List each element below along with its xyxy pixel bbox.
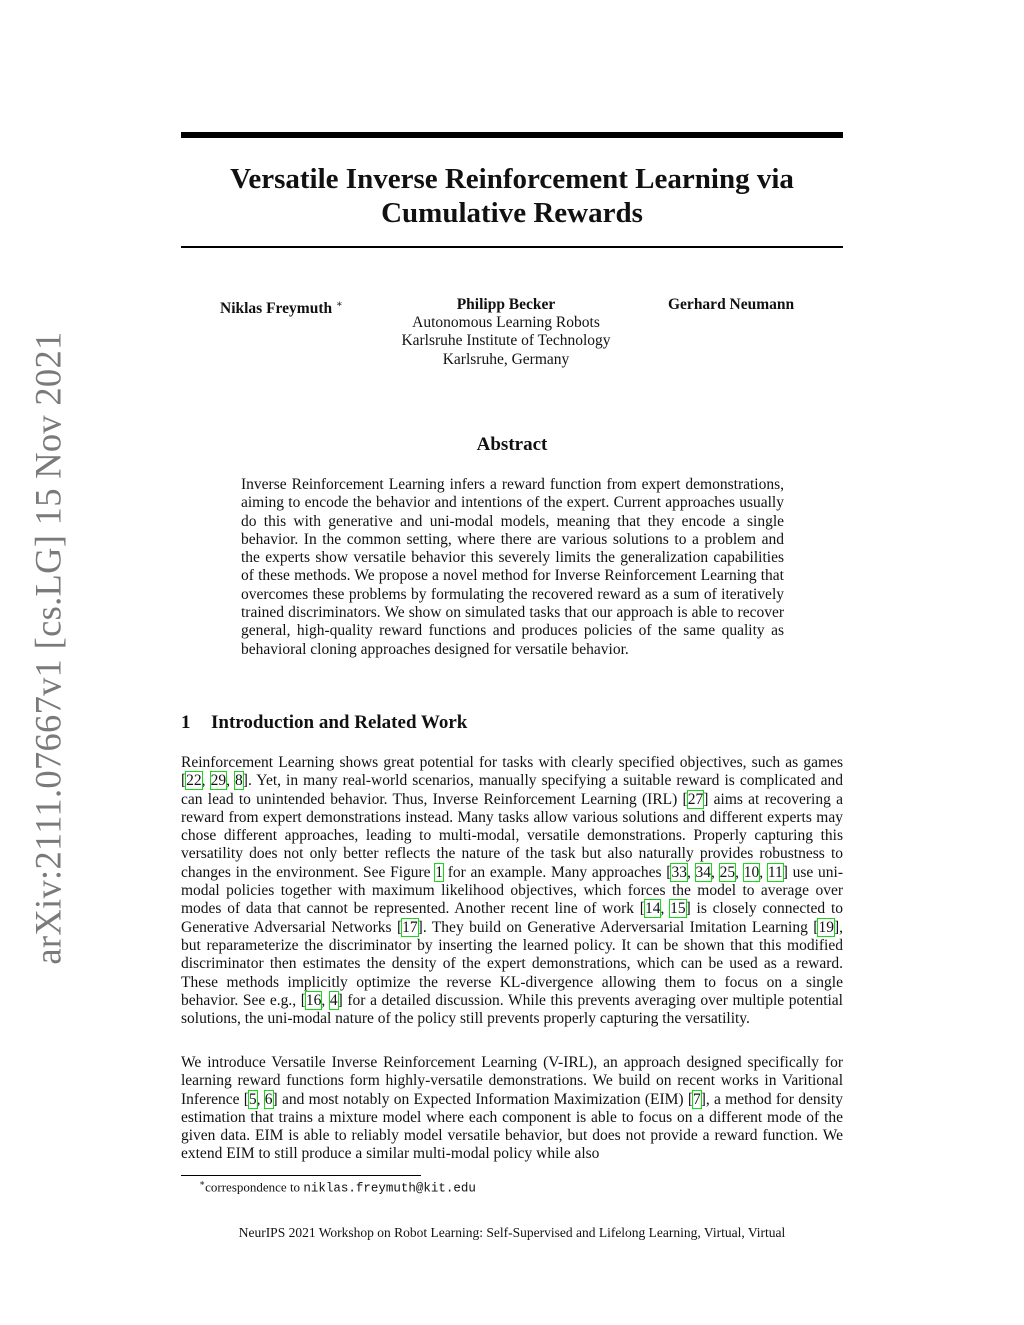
citation-link[interactable]: 16 <box>305 991 322 1009</box>
paragraph-text: ] for a detailed discussion. While this prevents averaging over multiple potential solutions, the uni-modal nature of the policy still prevents properly capturing the versatility. <box>181 991 843 1028</box>
intro-paragraph-1 <box>181 754 843 1028</box>
footnote-email-link[interactable]: niklas.freymuth@kit.edu <box>303 1181 476 1196</box>
citation-link[interactable]: 17 <box>402 918 418 936</box>
citation-link[interactable]: 11 <box>767 863 783 881</box>
affiliation-line: Autonomous Learning Robots <box>412 314 600 331</box>
affiliation <box>370 314 642 369</box>
paragraph-text: , <box>711 863 720 881</box>
citation-link[interactable]: 19 <box>818 918 834 936</box>
paragraph-text: , <box>201 772 211 790</box>
paragraph-text: Reinforcement Learning shows great potential for tasks with clearly specified objectives, such as games [ <box>181 754 843 790</box>
citation-link[interactable]: 4 <box>329 991 338 1009</box>
paragraph-text: , <box>321 991 330 1009</box>
arxiv-identifier: arXiv:2111.07667v1 [cs.LG] 15 Nov 2021 <box>27 331 69 965</box>
author-2-name: Philipp Becker <box>456 296 556 313</box>
intro-paragraph-2 <box>181 1054 843 1164</box>
paragraph-text: , <box>686 863 696 881</box>
paragraph-text: for an example. Many approaches [ <box>443 863 672 881</box>
citation-link[interactable]: 5 <box>248 1090 257 1108</box>
citation-link[interactable]: 15 <box>670 900 686 918</box>
venue-footer: NeurIPS 2021 Workshop on Robot Learning: Self-Supervised and Lifelong Learning, Virtual, Virtual <box>238 1225 786 1240</box>
abstract-text: Inverse Reinforcement Learning infers a reward function from expert demonstrations, aiming to encode the behavior and intentions of the expert. Current approaches usually do this with generative and uni-modal models, meaning that they encode a single behavior. In the common setting, where there are various solutions to a problem and the experts show versatile behavior this severely limits the generalization capabilities of these methods. We propose a novel method for Inverse Reinforcement Learning that overcomes these problems by formulating the recovered reward as a sum of iteratively trained discriminators. We show on simulated tasks that our approach is able to recover general, high-quality reward functions and produces policies of the same quality as behavioral cloning approaches designed for versatile behavior. <box>241 476 784 658</box>
citation-link[interactable]: 7 <box>693 1090 701 1108</box>
paragraph-text: ] use uni-modal policies together with maximum likelihood objectives, which forces the model to average over modes of data that cannot be represented. Another recent line of work [ <box>181 863 843 918</box>
citation-link[interactable]: 33 <box>671 863 687 881</box>
citation-link[interactable]: 6 <box>264 1090 273 1108</box>
paragraph-text: ]. They build on Generative Aderversarial Imitation Learning [ <box>417 918 819 936</box>
paragraph-text: ] is closely connected to Generative Adversarial Networks [ <box>181 900 843 936</box>
footnote <box>199 1178 476 1195</box>
citation-link[interactable]: 1 <box>435 863 444 881</box>
author-1-name: Niklas Freymuth <box>220 300 333 318</box>
paragraph-text: ]. Yet, in many real-world scenarios, manually specifying a suitable reward is complicated and can lead to unintended behavior. Thus, Inverse Reinforcement Learning (IRL) [ <box>181 772 844 808</box>
paragraph-text: ] aims at recovering a reward from expert demonstrations instead. Many tasks allow various solutions and different experts may chose different approaches, leading to multi-modal, versatile demonstrations. Properly capturing this versatility does not only better reflects the nature of the task but also naturally provides robustness to changes in the environment. See Figure <box>181 790 843 881</box>
section-heading <box>181 712 467 734</box>
paragraph-text: ], but reparameterize the discriminator by inserting the learned policy. It can be shown that this modified discriminator then estimates the density of the expert demonstrations, which can be used as a reward. These methods implicitly optimize the reverse KL-divergence allowing them to focus on a single behavior. See e.g., [ <box>181 918 843 1009</box>
citation-link[interactable]: 27 <box>687 790 704 808</box>
citation-link[interactable]: 14 <box>644 900 661 918</box>
affiliation-line: Karlsruhe, Germany <box>442 350 570 368</box>
author-1-footnote-mark[interactable]: ∗ <box>335 299 343 310</box>
citation-link[interactable]: 29 <box>210 772 227 790</box>
footnote-rule <box>181 1175 421 1176</box>
paper-title: Versatile Inverse Reinforcement Learning via Cumulative Rewards <box>230 163 794 229</box>
citation-link[interactable]: 8 <box>235 772 243 790</box>
citation-link[interactable]: 10 <box>743 863 760 881</box>
footnote-text: correspondence to <box>205 1179 304 1195</box>
author-1 <box>220 296 343 318</box>
paragraph-text: , <box>660 900 671 918</box>
section-title: Introduction and Related Work <box>211 712 468 733</box>
footnote-mark: ∗ <box>199 1178 206 1188</box>
citation-link[interactable]: 34 <box>695 863 712 881</box>
paragraph-text: ], a method for density estimation that trains a mixture model where each component is able to focus on a different mode of the given data. EIM is able to reliably model versatile behavior, but does not provide a reward function. We extend EIM to still produce a similar multi-modal policy while also <box>181 1090 843 1163</box>
paragraph-text: , <box>256 1090 265 1108</box>
paragraph-text: We introduce Versatile Inverse Reinforcement Learning (V-IRL), an approach designed specifically for learning reward functions form highly-versatile demonstrations. We build on recent works in Varitional Inference [ <box>181 1054 843 1108</box>
paragraph-text: , <box>735 863 744 881</box>
section-number: 1 <box>181 712 191 733</box>
abstract-heading: Abstract <box>476 434 548 455</box>
title-bottom-rule <box>181 246 843 248</box>
paragraph-text: , <box>759 863 768 881</box>
citation-link[interactable]: 25 <box>719 863 736 881</box>
title-top-rule <box>181 132 843 138</box>
paragraph-text: ] and most notably on Expected Information Maximization (EIM) [ <box>272 1090 693 1108</box>
paragraph-text: , <box>226 772 236 790</box>
author-3-name: Gerhard Neumann <box>668 296 795 313</box>
citation-link[interactable]: 22 <box>186 772 202 790</box>
affiliation-line: Karlsruhe Institute of Technology <box>401 332 611 350</box>
